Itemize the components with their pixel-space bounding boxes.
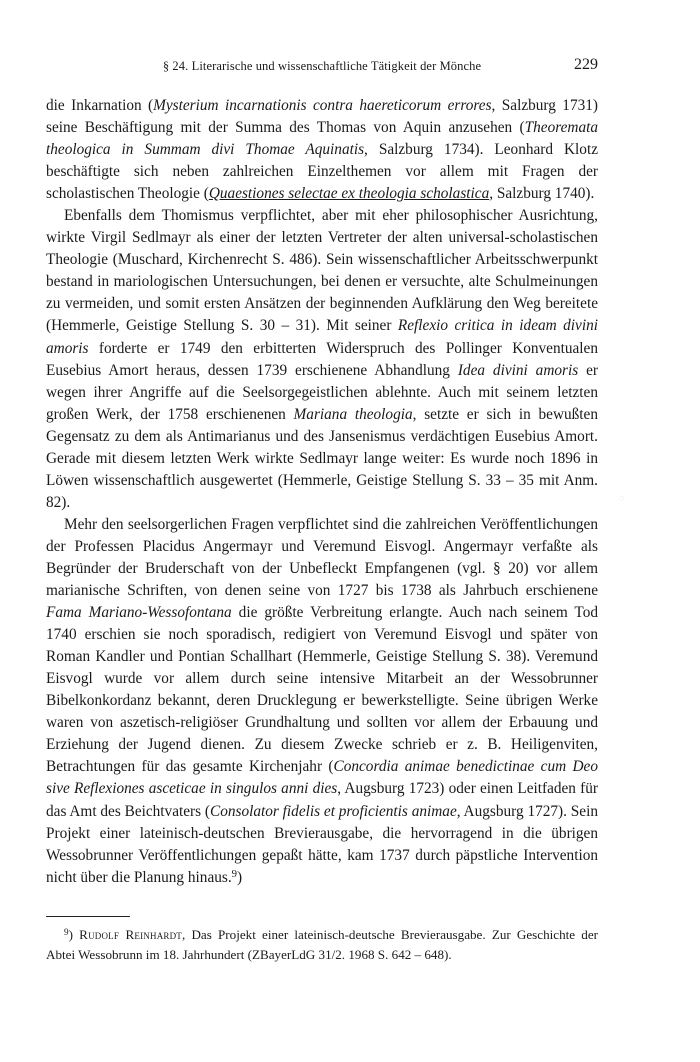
text-run: , Augsburg 1723) oder einen Leitfaden für das Amt des Beichtvaters ( — [46, 780, 599, 820]
text-run: , Salzburg 1734). Leonhard Klotz beschäftigte sich neben zahlreichen Einzelthemen vor allem mit Fragen der scholastischen Theologie ( — [46, 141, 598, 203]
footnote-text: , Das Projekt einer lateinisch-deutsche Brevierausgabe. Zur Geschichte der Abtei Wessobrunn im 18. Jahrhundert (ZBayerLdG 31/2. 1968 S. 642 – 648). — [46, 927, 598, 962]
footnote-reference[interactable]: 9 — [231, 867, 238, 880]
work-title: Theoremata theologica in Summam divi Thomae Aquinatis — [46, 119, 598, 159]
work-title: Concordia animae benedictinae cum Deo sive Reflexiones asceticae in singulos anni dies — [46, 758, 598, 798]
work-title-underlined: Quaestiones selectae ex theologia scholastica — [208, 185, 490, 203]
page-number: 229 — [574, 56, 598, 73]
footnote-rule — [46, 916, 130, 917]
text-run: ) — [237, 868, 243, 886]
paragraph-1 — [46, 95, 598, 205]
text-run: die größte Verbreitung erlangte. Auch nach seinem Tod 1740 erschien sie noch sporadisch, redigiert von Veremund Eisvogl und später von Roman Kandler und Pontian Schallhart (Hemmerle, Geistige Stellung S. 38). Veremund Eisvogl wurde vor allem durch seine intensive Mitarbeit an der Wessobrunner Bibelkonkordanz bekannt, deren Drucklegung er bewerkstelligte. Seine übrigen Werke waren von aszetisch-religiöser Grundhaltung und sollten vor allem der Erbauung und Erziehung der Jugend dienen. Zu diesem Zwecke schrieb er z. B. Heiligenviten, Betrachtungen für das gesamte Kirchenjahr ( — [46, 604, 598, 776]
work-title — [209, 185, 489, 202]
text-run: er wegen ihrer Angriffe auf die Seelsorgegeistlichen ablehnte. Auch mit seinem letzten großen Werk, der 1758 erschienenen — [46, 361, 598, 423]
work-title: Mariana theologia — [293, 405, 413, 423]
text-run: forderte er 1749 den erbitterten Widerspruch des Pollinger Konventualen Eusebius Amort heraus, dessen 1739 erschienene Abhandlung — [46, 339, 598, 379]
text-run: Mehr den seelsorgerlichen Fragen verpflichtet sind die zahlreichen Veröffentlichungen der Professen Placidus Angermayr und Veremund Eisvogl. Angermayr verfaßte als Begründer der Bruderschaft von der Unbefleckt Empfangenen (vgl. § 20) vor allem marianische Schriften, von denen seine von 1727 bis 1738 als Jahrbuch erschienene — [46, 515, 598, 600]
footnote-author: Rudolf Reinhardt — [79, 927, 182, 942]
running-header — [46, 56, 598, 80]
work-title: Consolator fidelis et proficientis animae — [210, 802, 457, 820]
footnote — [46, 925, 598, 964]
footnote-marker: 9 — [64, 926, 69, 937]
text-run: , Salzburg 1731) seine Beschäftigung mit der Summa des Thomas von Aquin anzusehen ( — [46, 97, 598, 137]
work-title: Idea divini amoris — [457, 361, 579, 379]
work-title: Fama Mariano-Wessofontana — [46, 604, 232, 622]
work-title: Reflexio critica in ideam divini amoris — [46, 317, 598, 357]
text-run: , setzte er sich in bewußten Gegensatz zu dem als Antimarianus und des Jansenismus verdächtigen Eusebius Amort. Gerade mit diesem letzten Werk wirkte Sedlmayr lange weiter: Es wurde noch 1896 in Löwen wissenschaftlich ausgewertet (Hemmerle, Geistige Stellung S. 33 – 35 mit Anm. 82). — [46, 405, 598, 511]
text-run: , Salzburg 1740). — [489, 185, 595, 203]
work-title: Mysterium incarnationis contra haereticorum errores — [153, 97, 492, 114]
text-run: Ebenfalls dem Thomismus verpflichtet, aber mit eher philosophischer Ausrichtung, wirkte Virgil Sedlmayr als einer der letzten Vertreter der alten universal-scholastischen Theologie (Muschard, Kirchenrecht S. 486). Sein wissenschaftlicher Arbeitsschwerpunkt bestand in mariologischen Untersuchungen, bei denen er versuchte, alte Schulmeinungen zu vermeiden, und somit ersten Ansätzen der beginnenden Aufklärung den Weg bereitete (Hemmerle, Geistige Stellung S. 30 – 31). Mit seiner — [46, 207, 598, 335]
scan-mark: ◌ — [619, 493, 625, 503]
footnote-paren: ) — [68, 927, 80, 942]
paragraph-2 — [46, 205, 598, 514]
text-run: die Inkarnation ( — [46, 97, 154, 114]
paragraph-3 — [46, 514, 598, 889]
text-run: , Augsburg 1727). Sein Projekt einer lateinisch-deutschen Brevierausgabe, die hervorragend in die übrigen Wessobrunner Veröffentlichungen gepaßt hätte, kam 1737 durch päpstliche Intervention nicht über die Planung hinaus. — [46, 802, 598, 886]
running-title: § 24. Literarische und wissenschaftliche Tätigkeit der Mönche — [162, 59, 482, 73]
body-text — [46, 95, 598, 889]
